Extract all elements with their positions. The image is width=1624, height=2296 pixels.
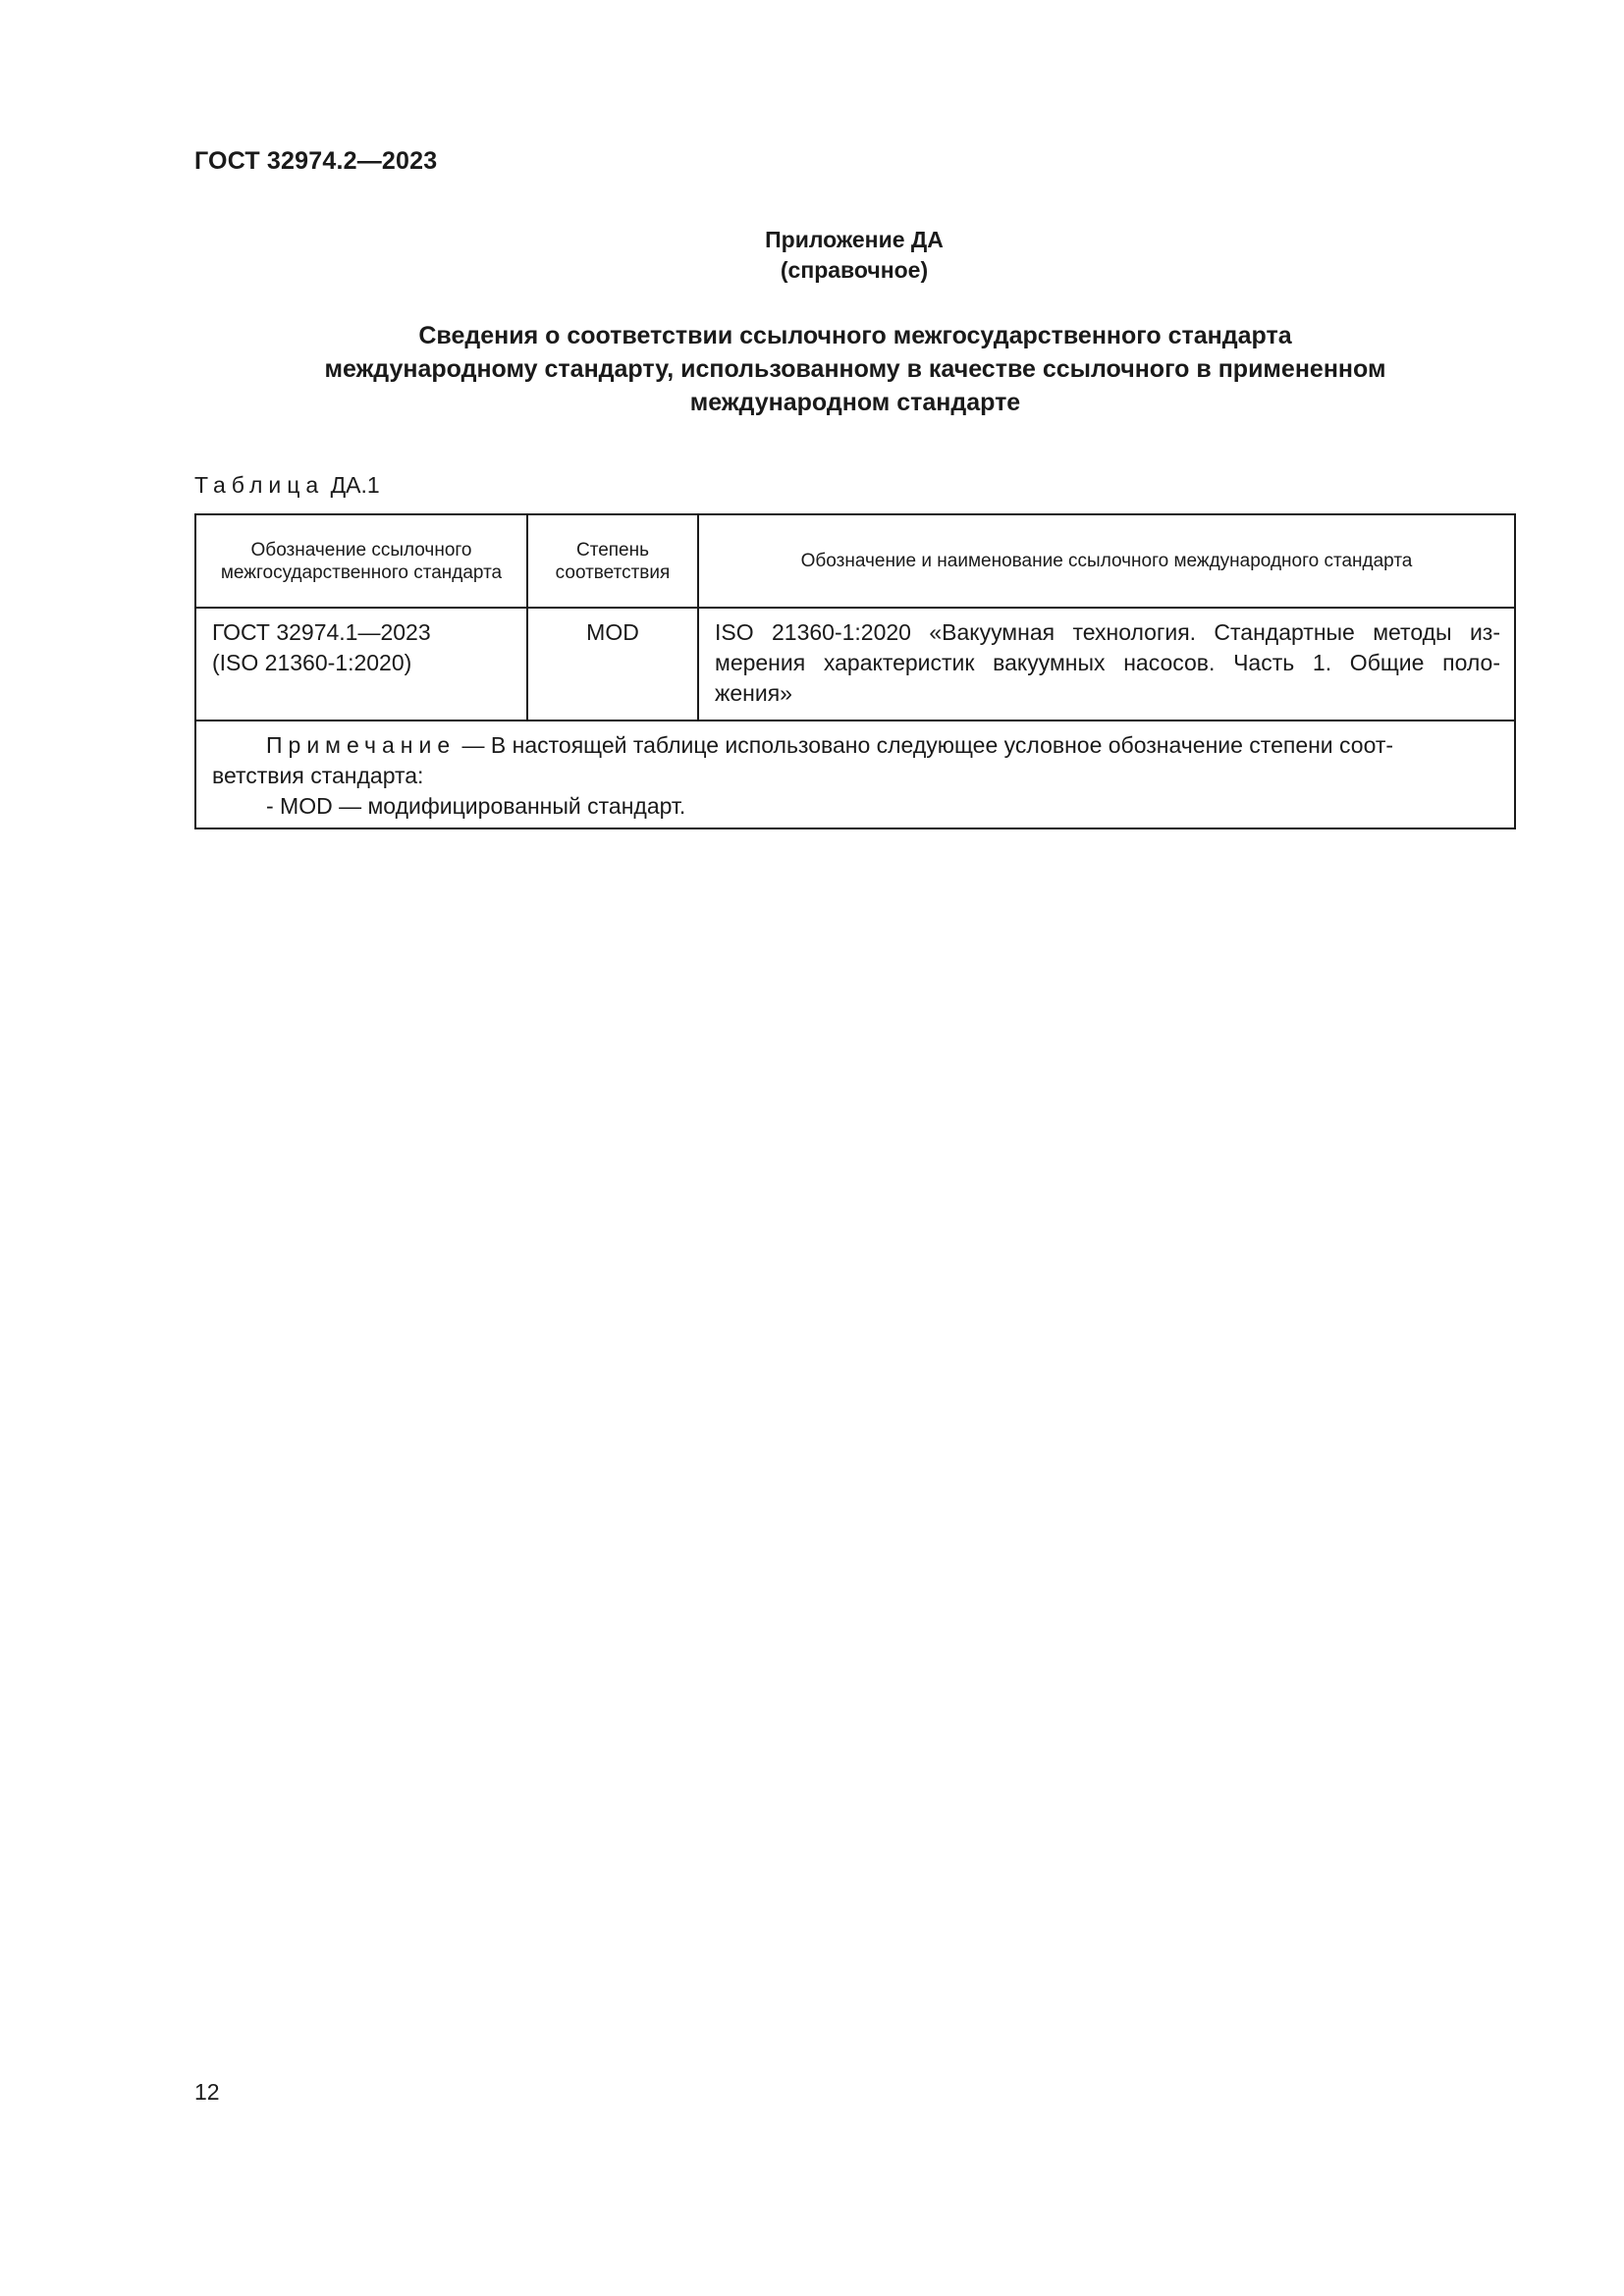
table-note-row (195, 721, 1515, 828)
appendix-kind: (справочное) (780, 257, 929, 283)
table-row (195, 608, 1515, 721)
document-code: ГОСТ 32974.2—2023 (194, 147, 438, 175)
table-header-cell (698, 514, 1515, 608)
note-line (212, 730, 1500, 761)
header-degree: Степень соответствия (555, 539, 671, 583)
correspondence-table (194, 513, 1516, 829)
note-text: — В настоящей таблице использовано следующее условное обозначение степени соот- (456, 732, 1394, 758)
table-caption (194, 472, 380, 499)
section-title-line: международному стандарту, использованному в качестве ссылочного в примененном (324, 355, 1386, 383)
section-title-line: Сведения о соответствии ссылочного межгосударственного стандарта (418, 322, 1292, 349)
page-number: 12 (194, 2079, 220, 2105)
gost-line: ГОСТ 32974.1—2023 (212, 619, 431, 645)
table-header-cell (527, 514, 698, 608)
section-title-line: международном стандарте (689, 389, 1021, 416)
intl-line: жения» (715, 680, 792, 706)
header-gost-designation: Обозначение ссылочного межгосударственного стандарта (220, 539, 503, 583)
appendix-title: Приложение ДА (765, 227, 944, 252)
gost-line: (ISO 21360-1:2020) (212, 650, 412, 675)
cell-gost-designation (195, 608, 527, 721)
cell-intl-standard (698, 608, 1515, 721)
table-header-row (195, 514, 1515, 608)
note-label: Примечание (266, 732, 457, 758)
table-note (195, 721, 1515, 828)
note-line: ветствия стандарта: (212, 763, 424, 788)
intl-line: мерения характеристик вакуумных насосов. Часть 1. Общие поло- (715, 650, 1500, 675)
table-header-cell (195, 514, 527, 608)
table-caption-word: Таблица (194, 472, 325, 498)
note-line: - MOD — модифицированный стандарт. (266, 793, 686, 819)
table-caption-number: ДА.1 (330, 472, 380, 498)
cell-degree: MOD (527, 608, 698, 721)
intl-line: ISO 21360-1:2020 «Вакуумная технология. Стандартные методы из- (715, 619, 1500, 645)
header-intl-standard: Обозначение и наименование ссылочного международного стандарта (800, 551, 1413, 571)
section-title (194, 319, 1516, 419)
